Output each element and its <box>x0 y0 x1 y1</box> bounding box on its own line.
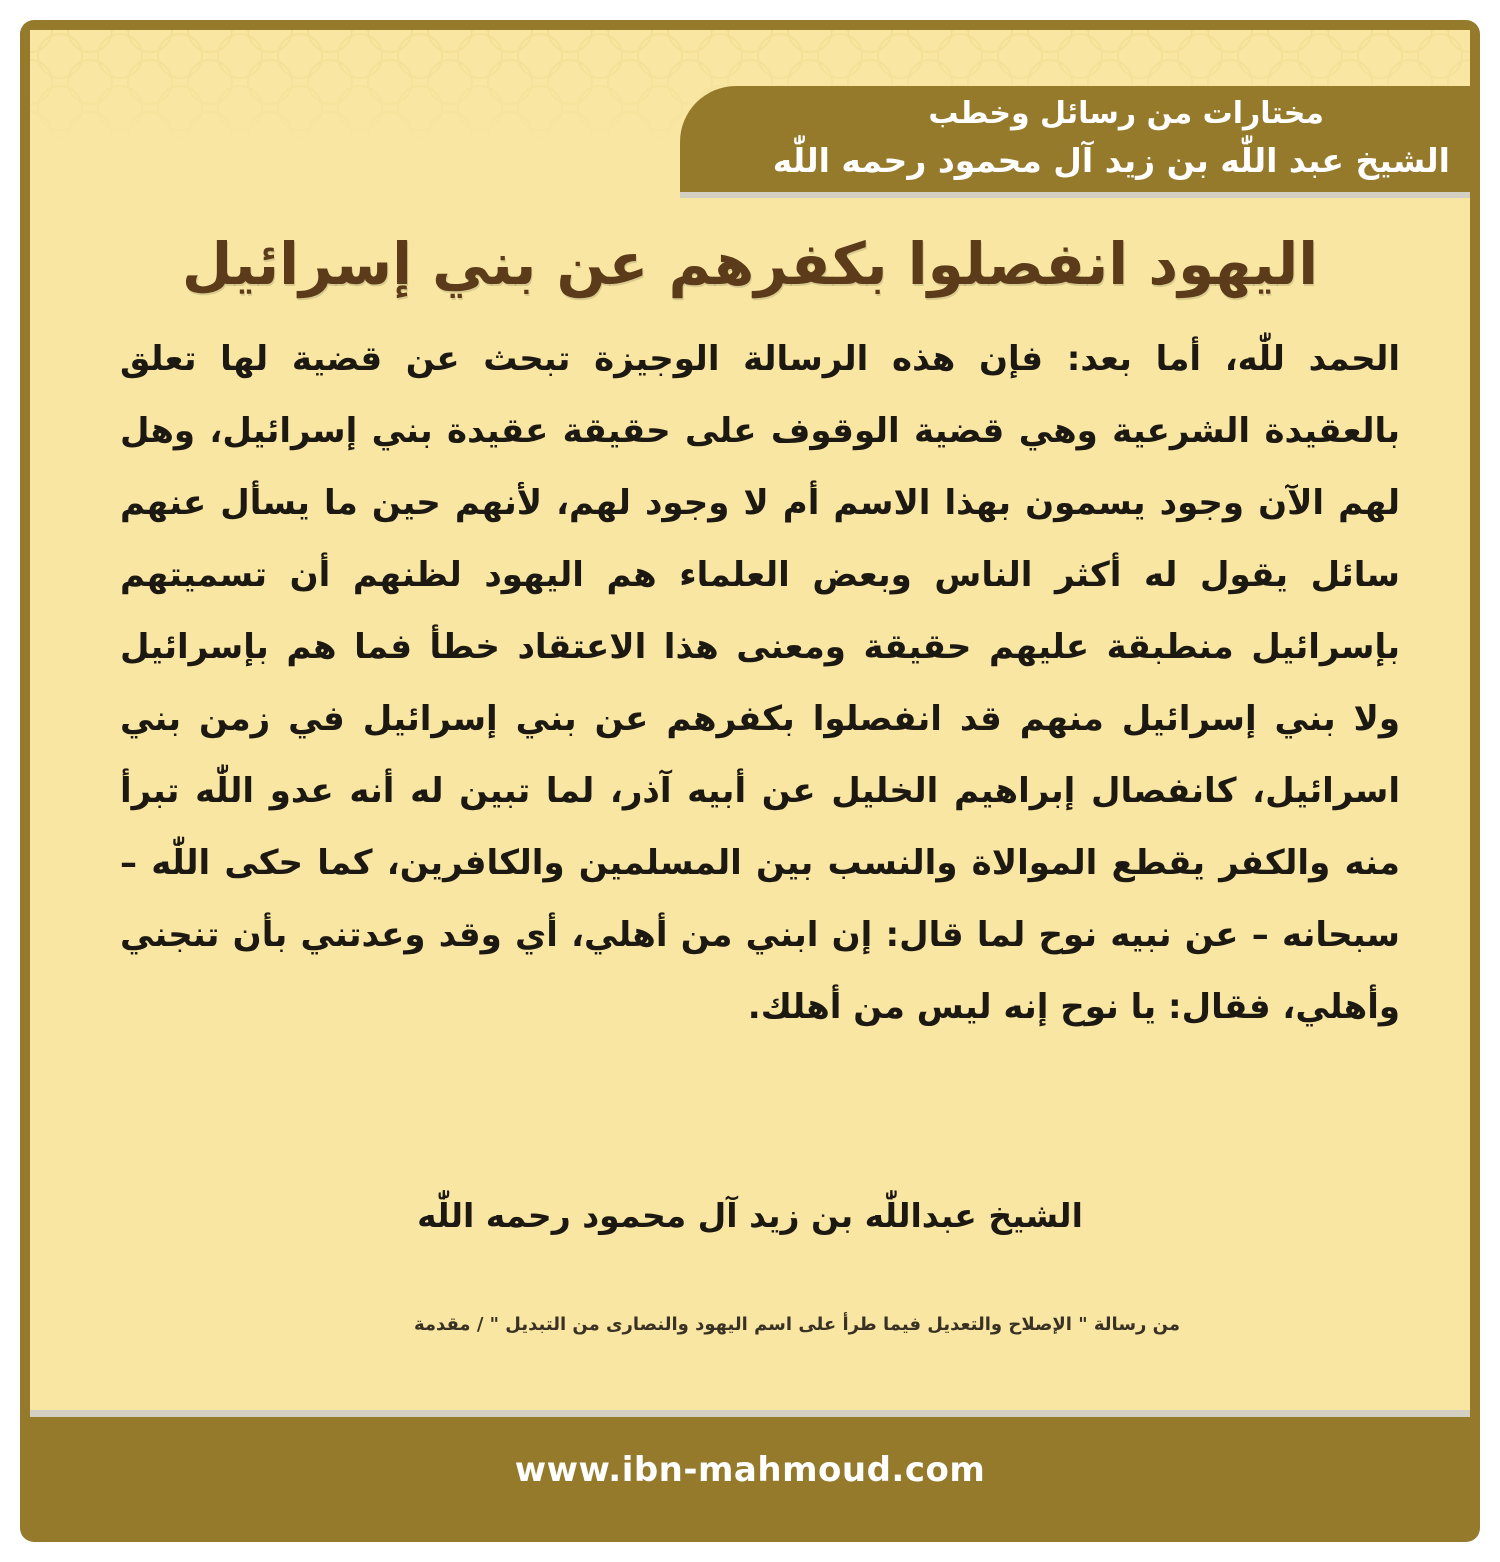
header-author: الشيخ عبد اللّٰه بن زيد آل محمود رحمه اللّٰه <box>772 141 1450 180</box>
content-panel <box>30 30 1470 1410</box>
website-link[interactable]: www.ibn-mahmoud.com <box>514 1450 986 1490</box>
article-body: الحمد للّٰه، أما بعد: فإن هذه الرسالة الوجيزة تبحث عن قضية لها تعلق بالعقيدة الشرعية وهي قضية الوقوف على حقيقة عقيدة بني إسرائيل، وهل لهم الآن وجود يسمون بهذا الاسم أم لا وجود لهم، لأنهم حين ما يسأل عنهم سائل يقول له أكثر الناس وبعض العلماء هم اليهود لظنهم أن تسميتهم بإسرائيل منطبقة عليهم حقيقة ومعنى هذا الاعتقاد خطأ فما هم بإسرائيل ولا بني إسرائيل منهم قد انفصلوا بكفرهم عن بني إسرائيل في زمن بني اسرائيل، كانفصال إبراهيم الخليل عن أبيه آذر، لما تبين له أنه عدو اللّٰه تبرأ منه والكفر يقطع الموالاة والنسب بين المسلمين والكافرين، كما حكى اللّٰه – سبحانه – عن نبيه نوح لما قال: إن ابني من أهلي، أي وقد وعدتني بأن تنجني وأهلي، فقال: يا نوح إنه ليس من أهلك. <box>120 339 1400 1027</box>
header-band <box>680 86 1470 192</box>
source-citation: من رسالة " الإصلاح والتعديل فيما طرأ على اسم اليهود والنصارى من التبديل " / مقدمة <box>414 1314 1180 1335</box>
article-title: اليهود انفصلوا بكفرهم عن بني إسرائيل <box>181 230 1319 298</box>
divider <box>30 1410 1470 1417</box>
author-signature: الشيخ عبداللّٰه بن زيد آل محمود رحمه اللّٰه <box>417 1196 1083 1235</box>
header-subtitle: مختارات من رسائل وخطب <box>928 96 1324 131</box>
